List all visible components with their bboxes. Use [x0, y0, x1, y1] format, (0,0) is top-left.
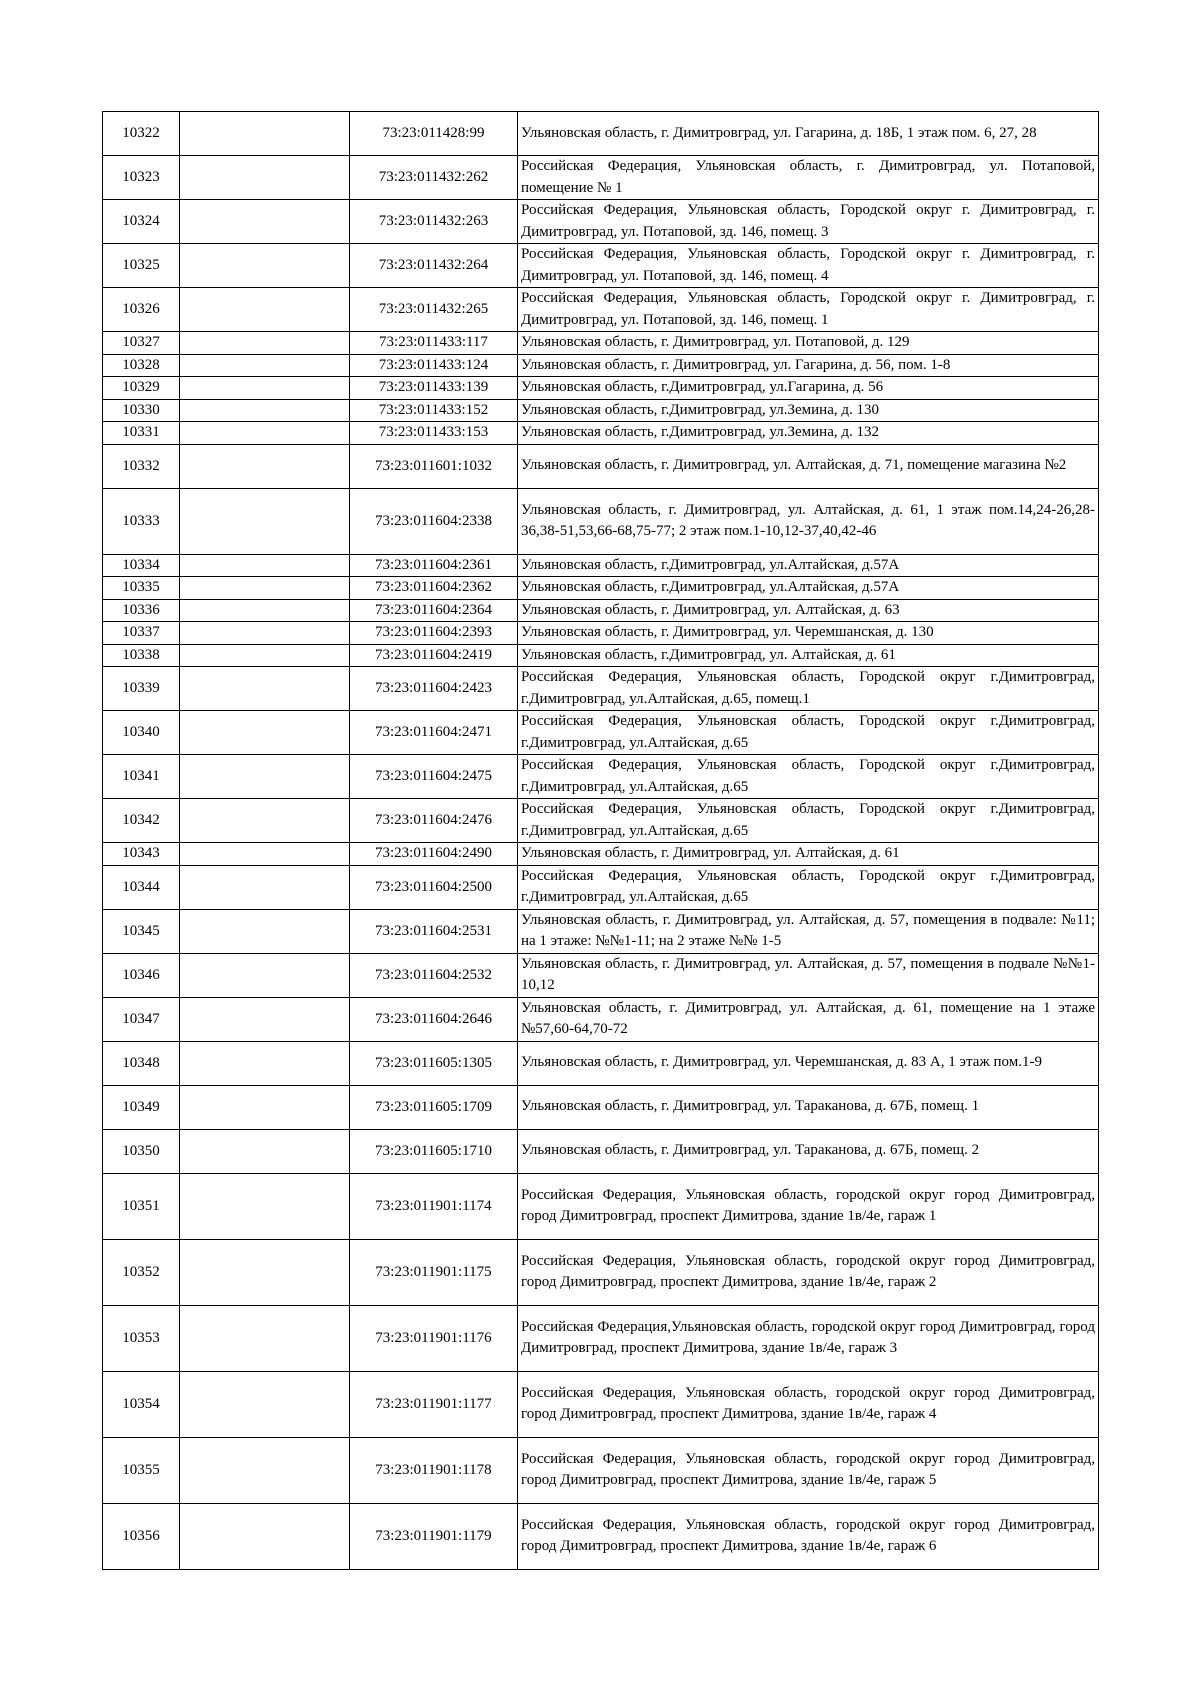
- blank-cell: [180, 799, 350, 843]
- blank-cell: [180, 422, 350, 445]
- table-row: [103, 244, 1099, 288]
- table-row: [103, 1503, 1099, 1569]
- row-number: 10327: [103, 332, 180, 355]
- row-number: 10326: [103, 288, 180, 332]
- row-number: 10341: [103, 755, 180, 799]
- blank-cell: [180, 711, 350, 755]
- table-row: [103, 755, 1099, 799]
- row-number: 10324: [103, 200, 180, 244]
- row-number: 10342: [103, 799, 180, 843]
- blank-cell: [180, 332, 350, 355]
- row-number: 10329: [103, 377, 180, 400]
- address: Ульяновская область, г. Димитровград, ул. Черемшанская, д. 83 А, 1 этаж пом.1-9: [518, 1041, 1099, 1085]
- registry-table: [102, 111, 1099, 1570]
- cadastral-number: 73:23:011604:2490: [350, 843, 518, 866]
- table-row: [103, 156, 1099, 200]
- table-row: [103, 399, 1099, 422]
- blank-cell: [180, 1085, 350, 1129]
- row-number: 10343: [103, 843, 180, 866]
- cadastral-number: 73:23:011433:117: [350, 332, 518, 355]
- blank-cell: [180, 112, 350, 156]
- row-number: 10334: [103, 554, 180, 577]
- row-number: 10349: [103, 1085, 180, 1129]
- cadastral-number: 73:23:011605:1710: [350, 1129, 518, 1173]
- blank-cell: [180, 288, 350, 332]
- row-number: 10356: [103, 1503, 180, 1569]
- blank-cell: [180, 577, 350, 600]
- table-row: [103, 622, 1099, 645]
- blank-cell: [180, 1503, 350, 1569]
- blank-cell: [180, 1041, 350, 1085]
- address: Российская Федерация, Ульяновская область, г. Димитровград, ул. Потаповой, помещение № 1: [518, 156, 1099, 200]
- blank-cell: [180, 909, 350, 953]
- table-row: [103, 1239, 1099, 1305]
- blank-cell: [180, 997, 350, 1041]
- address: Ульяновская область, г. Димитровград, ул. Черемшанская, д. 130: [518, 622, 1099, 645]
- address: Российская Федерация, Ульяновская область, Городской округ г. Димитровград, г. Димитровград, ул. Потаповой, зд. 146, помещ. 1: [518, 288, 1099, 332]
- blank-cell: [180, 1129, 350, 1173]
- address: Ульяновская область, г. Димитровград, ул. Гагарина, д. 18Б, 1 этаж пом. 6, 27, 28: [518, 112, 1099, 156]
- blank-cell: [180, 444, 350, 488]
- blank-cell: [180, 377, 350, 400]
- cadastral-number: 73:23:011432:265: [350, 288, 518, 332]
- cadastral-number: 73:23:011605:1305: [350, 1041, 518, 1085]
- cadastral-number: 73:23:011432:263: [350, 200, 518, 244]
- registry-table-body: [103, 112, 1099, 1570]
- blank-cell: [180, 599, 350, 622]
- address: Российская Федерация, Ульяновская область, Городской округ г.Димитровград, г.Димитровград, ул.Алтайская, д.65: [518, 799, 1099, 843]
- blank-cell: [180, 554, 350, 577]
- address: Ульяновская область, г. Димитровград, ул. Алтайская, д. 61: [518, 843, 1099, 866]
- blank-cell: [180, 644, 350, 667]
- row-number: 10351: [103, 1173, 180, 1239]
- table-row: [103, 377, 1099, 400]
- address: Ульяновская область, г.Димитровград, ул.Земина, д. 132: [518, 422, 1099, 445]
- address: Российская Федерация, Ульяновская область, Городской округ г.Димитровград, г.Димитровград, ул.Алтайская, д.65: [518, 865, 1099, 909]
- cadastral-number: 73:23:011428:99: [350, 112, 518, 156]
- address: Российская Федерация, Ульяновская область, Городской округ г.Димитровград, г.Димитровград, ул.Алтайская, д.65: [518, 755, 1099, 799]
- cadastral-number: 73:23:011901:1176: [350, 1305, 518, 1371]
- cadastral-number: 73:23:011604:2500: [350, 865, 518, 909]
- table-row: [103, 1305, 1099, 1371]
- address: Российская Федерация, Ульяновская область, городской округ город Димитровград, город Димитровград, проспект Димитрова, здание 1в/4е, гараж 4: [518, 1371, 1099, 1437]
- blank-cell: [180, 667, 350, 711]
- cadastral-number: 73:23:011901:1177: [350, 1371, 518, 1437]
- cadastral-number: 73:23:011605:1709: [350, 1085, 518, 1129]
- address: Российская Федерация, Ульяновская область, городской округ город Димитровград, город Димитровград, проспект Димитрова, здание 1в/4е, гараж 1: [518, 1173, 1099, 1239]
- row-number: 10339: [103, 667, 180, 711]
- cadastral-number: 73:23:011432:262: [350, 156, 518, 200]
- row-number: 10337: [103, 622, 180, 645]
- address: Российская Федерация, Ульяновская область, городской округ город Димитровград, город Димитровград, проспект Димитрова, здание 1в/4е, гараж 2: [518, 1239, 1099, 1305]
- address: Ульяновская область, г. Димитровград, ул. Алтайская, д. 57, помещения в подвале: №11; на 1 этаже: №№1-11; на 2 этаже №№ 1-5: [518, 909, 1099, 953]
- blank-cell: [180, 399, 350, 422]
- cadastral-number: 73:23:011432:264: [350, 244, 518, 288]
- row-number: 10348: [103, 1041, 180, 1085]
- row-number: 10352: [103, 1239, 180, 1305]
- address: Ульяновская область, г. Димитровград, ул. Алтайская, д. 61, помещение на 1 этаже №57,60-64,70-72: [518, 997, 1099, 1041]
- table-row: [103, 288, 1099, 332]
- address: Ульяновская область, г.Димитровград, ул.Алтайская, д.57А: [518, 577, 1099, 600]
- cadastral-number: 73:23:011901:1179: [350, 1503, 518, 1569]
- row-number: 10353: [103, 1305, 180, 1371]
- table-row: [103, 953, 1099, 997]
- table-row: [103, 488, 1099, 554]
- blank-cell: [180, 200, 350, 244]
- row-number: 10346: [103, 953, 180, 997]
- table-row: [103, 112, 1099, 156]
- blank-cell: [180, 865, 350, 909]
- table-row: [103, 644, 1099, 667]
- table-row: [103, 332, 1099, 355]
- address: Ульяновская область, г. Димитровград, ул. Алтайская, д. 61, 1 этаж пом.14,24-26,28-36,38-51,53,66-68,75-77; 2 этаж пом.1-10,12-37,40,42-46: [518, 488, 1099, 554]
- table-row: [103, 1437, 1099, 1503]
- row-number: 10345: [103, 909, 180, 953]
- row-number: 10350: [103, 1129, 180, 1173]
- row-number: 10335: [103, 577, 180, 600]
- row-number: 10347: [103, 997, 180, 1041]
- table-row: [103, 1085, 1099, 1129]
- table-row: [103, 422, 1099, 445]
- address: Ульяновская область, г.Димитровград, ул.Земина, д. 130: [518, 399, 1099, 422]
- table-row: [103, 200, 1099, 244]
- table-row: [103, 1173, 1099, 1239]
- row-number: 10323: [103, 156, 180, 200]
- cadastral-number: 73:23:011601:1032: [350, 444, 518, 488]
- table-row: [103, 667, 1099, 711]
- address: Ульяновская область, г.Димитровград, ул.Гагарина, д. 56: [518, 377, 1099, 400]
- address: Ульяновская область, г. Димитровград, ул. Тараканова, д. 67Б, помещ. 1: [518, 1085, 1099, 1129]
- blank-cell: [180, 1305, 350, 1371]
- cadastral-number: 73:23:011604:2646: [350, 997, 518, 1041]
- row-number: 10333: [103, 488, 180, 554]
- row-number: 10340: [103, 711, 180, 755]
- address: Ульяновская область, г. Димитровград, ул. Тараканова, д. 67Б, помещ. 2: [518, 1129, 1099, 1173]
- table-row: [103, 554, 1099, 577]
- cadastral-number: 73:23:011433:152: [350, 399, 518, 422]
- row-number: 10336: [103, 599, 180, 622]
- cadastral-number: 73:23:011604:2419: [350, 644, 518, 667]
- cadastral-number: 73:23:011604:2475: [350, 755, 518, 799]
- row-number: 10338: [103, 644, 180, 667]
- address: Российская Федерация, Ульяновская область, Городской округ г. Димитровград, г. Димитровград, ул. Потаповой, зд. 146, помещ. 3: [518, 200, 1099, 244]
- table-row: [103, 444, 1099, 488]
- cadastral-number: 73:23:011604:2361: [350, 554, 518, 577]
- blank-cell: [180, 1371, 350, 1437]
- address: Ульяновская область, г.Димитровград, ул. Алтайская, д. 61: [518, 644, 1099, 667]
- address: Ульяновская область, г. Димитровград, ул. Алтайская, д. 71, помещение магазина №2: [518, 444, 1099, 488]
- cadastral-number: 73:23:011604:2338: [350, 488, 518, 554]
- row-number: 10344: [103, 865, 180, 909]
- address: Ульяновская область, г. Димитровград, ул. Алтайская, д. 63: [518, 599, 1099, 622]
- table-row: [103, 1041, 1099, 1085]
- blank-cell: [180, 1437, 350, 1503]
- blank-cell: [180, 488, 350, 554]
- blank-cell: [180, 843, 350, 866]
- table-row: [103, 1371, 1099, 1437]
- cadastral-number: 73:23:011901:1174: [350, 1173, 518, 1239]
- row-number: 10325: [103, 244, 180, 288]
- table-row: [103, 577, 1099, 600]
- row-number: 10328: [103, 354, 180, 377]
- table-row: [103, 865, 1099, 909]
- address: Российская Федерация,Ульяновская область, городской округ город Димитровград, город Димитровград, проспект Димитрова, здание 1в/4е, гараж 3: [518, 1305, 1099, 1371]
- cadastral-number: 73:23:011433:124: [350, 354, 518, 377]
- address: Ульяновская область, г.Димитровград, ул.Алтайская, д.57А: [518, 554, 1099, 577]
- table-row: [103, 599, 1099, 622]
- row-number: 10330: [103, 399, 180, 422]
- blank-cell: [180, 953, 350, 997]
- blank-cell: [180, 244, 350, 288]
- address: Российская Федерация, Ульяновская область, Городской округ г.Димитровград, г.Димитровград, ул.Алтайская, д.65: [518, 711, 1099, 755]
- address: Российская Федерация, Ульяновская область, Городской округ г.Димитровград, г.Димитровград, ул.Алтайская, д.65, помещ.1: [518, 667, 1099, 711]
- table-row: [103, 843, 1099, 866]
- row-number: 10354: [103, 1371, 180, 1437]
- table-row: [103, 909, 1099, 953]
- cadastral-number: 73:23:011901:1178: [350, 1437, 518, 1503]
- cadastral-number: 73:23:011604:2532: [350, 953, 518, 997]
- blank-cell: [180, 622, 350, 645]
- cadastral-number: 73:23:011604:2393: [350, 622, 518, 645]
- blank-cell: [180, 755, 350, 799]
- address: Российская Федерация, Ульяновская область, городской округ город Димитровград, город Димитровград, проспект Димитрова, здание 1в/4е, гараж 5: [518, 1437, 1099, 1503]
- cadastral-number: 73:23:011433:139: [350, 377, 518, 400]
- cadastral-number: 73:23:011604:2423: [350, 667, 518, 711]
- cadastral-number: 73:23:011604:2531: [350, 909, 518, 953]
- cadastral-number: 73:23:011433:153: [350, 422, 518, 445]
- blank-cell: [180, 354, 350, 377]
- table-row: [103, 997, 1099, 1041]
- blank-cell: [180, 156, 350, 200]
- cadastral-number: 73:23:011604:2476: [350, 799, 518, 843]
- address: Российская Федерация, Ульяновская область, городской округ город Димитровград, город Димитровград, проспект Димитрова, здание 1в/4е, гараж 6: [518, 1503, 1099, 1569]
- row-number: 10322: [103, 112, 180, 156]
- cadastral-number: 73:23:011901:1175: [350, 1239, 518, 1305]
- cadastral-number: 73:23:011604:2362: [350, 577, 518, 600]
- table-row: [103, 799, 1099, 843]
- cadastral-number: 73:23:011604:2364: [350, 599, 518, 622]
- cadastral-number: 73:23:011604:2471: [350, 711, 518, 755]
- row-number: 10332: [103, 444, 180, 488]
- address: Ульяновская область, г. Димитровград, ул. Гагарина, д. 56, пом. 1-8: [518, 354, 1099, 377]
- table-row: [103, 1129, 1099, 1173]
- blank-cell: [180, 1239, 350, 1305]
- blank-cell: [180, 1173, 350, 1239]
- table-row: [103, 711, 1099, 755]
- table-row: [103, 354, 1099, 377]
- address: Российская Федерация, Ульяновская область, Городской округ г. Димитровград, г. Димитровград, ул. Потаповой, зд. 146, помещ. 4: [518, 244, 1099, 288]
- address: Ульяновская область, г. Димитровград, ул. Алтайская, д. 57, помещения в подвале №№1-10,12: [518, 953, 1099, 997]
- row-number: 10331: [103, 422, 180, 445]
- address: Ульяновская область, г. Димитровград, ул. Потаповой, д. 129: [518, 332, 1099, 355]
- row-number: 10355: [103, 1437, 180, 1503]
